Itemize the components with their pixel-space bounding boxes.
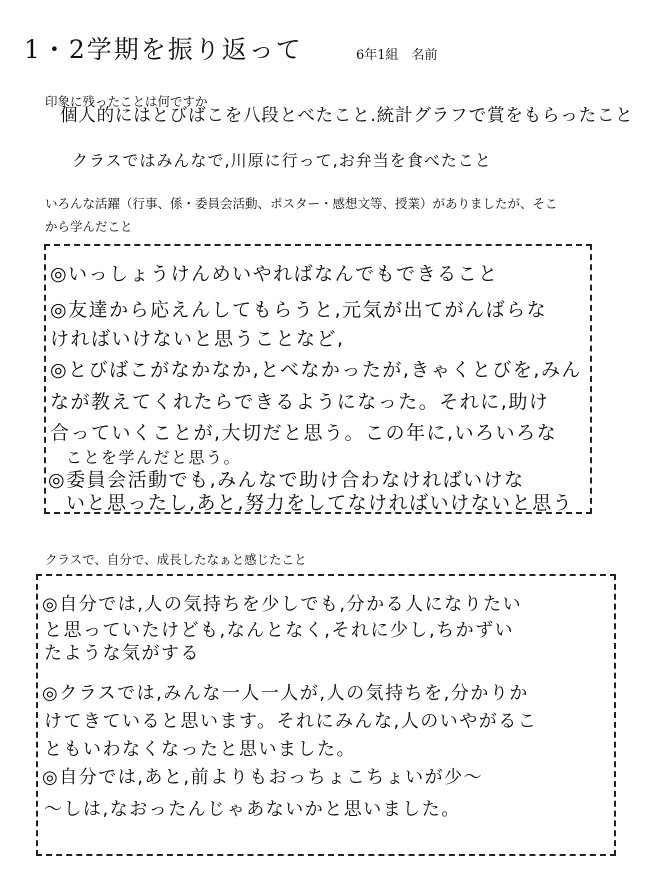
growth-answer-box	[36, 574, 616, 856]
impression-question: 印象に残ったことは何ですか	[45, 94, 208, 109]
activities-question-line2: から学んだこと	[45, 219, 133, 234]
growth-line-7: ◎自分では,あと,前よりもおっちょこちょいが少〜	[42, 767, 484, 788]
growth-line-2: と思っていたけども,なんとなく,それに少し,ちかずい	[44, 620, 515, 641]
growth-line-3: たような気がする	[44, 643, 200, 664]
activities-line-4: ◎とびばこがなかなか,とべなかったが,きゃくとびを,みん	[50, 359, 582, 381]
activities-line-3: ければいけないと思うことなど,	[50, 328, 345, 350]
impression-personal-answer: 個人的にはとびばこを八段とべたこと.統計グラフで賞をもらったこと	[60, 106, 634, 126]
activities-answer-box	[44, 244, 592, 514]
growth-line-8: 〜しは,なおったんじゃあないかと思いました。	[44, 799, 461, 820]
impression-class-answer: クラスではみんなで,川原に行って,お弁当を食べたこと	[72, 151, 492, 170]
growth-question: クラスで、自分で、成長したなぁと感じたこと	[45, 552, 307, 567]
class-name-label: 6年1組 名前	[356, 48, 438, 63]
activities-line-9: いと思ったし,あと,努力をしてなければいけないと思う	[66, 492, 574, 514]
growth-line-4: ◎クラスでは,みんな一人一人が,人の気持ちを,分かりか	[42, 683, 529, 704]
activities-line-8: ◎委員会活動でも,みんなで助け合わなければいけな	[48, 469, 525, 491]
growth-line-5: けてきていると思います。それにみんな,人のいやがるこ	[44, 711, 538, 732]
activities-line-7: ことを学んだと思う。	[66, 448, 242, 467]
activities-line-1: ◎いっしょうけんめいやればなんでもできること	[50, 263, 499, 285]
growth-line-1: ◎自分では,人の気持ちを少しでも,分かる人になりたい	[42, 594, 523, 615]
growth-line-6: ともいわなくなったと思いました。	[44, 739, 356, 760]
activities-line-5: なが教えてくれたらできるようになった。それに,助け	[50, 391, 550, 413]
page-title: 1・2学期を振り返って	[24, 35, 303, 64]
activities-line-2: ◎友達から応えんしてもらうと,元気が出てがんばらな	[50, 299, 548, 321]
activities-question-line1: いろんな活躍（行事、係・委員会活動、ポスター・感想文等、授業）がありましたが、そこ	[45, 196, 558, 211]
activities-line-6: 合っていくことが,大切だと思う。この年に,いろいろな	[50, 422, 558, 444]
